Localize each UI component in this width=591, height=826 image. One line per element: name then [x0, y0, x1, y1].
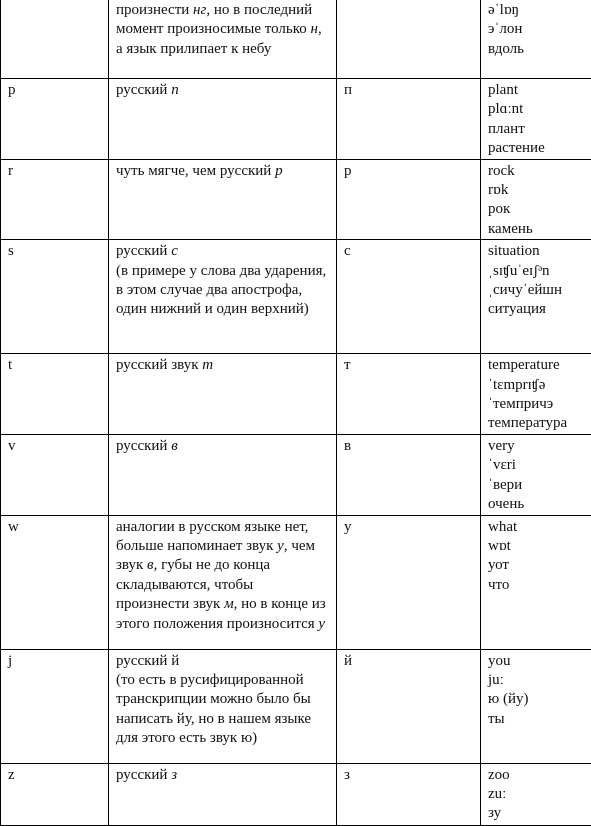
- russian-letter-cell: з: [337, 763, 481, 825]
- example-line: temperature: [488, 356, 585, 375]
- russian-letter-cell: [337, 0, 481, 79]
- example-cell: [481, 434, 591, 515]
- description-cell: [109, 763, 337, 825]
- table-row: [1, 240, 591, 354]
- russian-letter-cell: й: [337, 649, 481, 763]
- description-cell: [109, 515, 337, 649]
- description-cell: [109, 0, 337, 79]
- description-text: русский: [116, 243, 171, 259]
- example-cell: [481, 79, 591, 160]
- example-cell: [481, 354, 591, 435]
- russian-letter-cell: р: [337, 159, 481, 240]
- example-cell: [481, 159, 591, 240]
- example-line: what: [488, 518, 585, 537]
- description-text: русский: [116, 767, 171, 783]
- italic-letter: з: [171, 767, 177, 783]
- description-text: , чем звук: [116, 538, 315, 573]
- description-cell: [109, 434, 337, 515]
- table-row: [1, 649, 591, 763]
- table-row: [1, 515, 591, 649]
- example-line: ˈтемпричэ: [488, 395, 585, 414]
- example-line: что: [488, 576, 585, 595]
- example-line: ˈtɛmprɪʧə: [488, 376, 585, 395]
- symbol-cell: r: [1, 159, 109, 240]
- example-line: very: [488, 437, 585, 456]
- description-text: русский й: [116, 653, 179, 669]
- description-text: аналогии в русском языке нет, больше напоминает звук: [116, 519, 308, 554]
- italic-letter: в: [171, 438, 178, 454]
- example-cell: [481, 763, 591, 825]
- description-text: чуть мягче, чем русский: [116, 163, 275, 179]
- example-cell: [481, 649, 591, 763]
- russian-letter-cell: в: [337, 434, 481, 515]
- example-line: plɑːnt: [488, 100, 585, 119]
- example-line: ˈвери: [488, 476, 585, 495]
- example-line: растение: [488, 139, 585, 158]
- description-text: , но в конце из этого положения произносится: [116, 596, 326, 631]
- description-text: , но в последний момент произносимые только: [116, 2, 312, 37]
- russian-letter-cell: с: [337, 240, 481, 354]
- example-line: wɒt: [488, 537, 585, 556]
- description-text: русский: [116, 82, 171, 98]
- description-text: , а язык прилипает к небу: [116, 21, 322, 56]
- example-line: ˈvɛri: [488, 456, 585, 475]
- description-text: (в примере у слова два ударения, в этом случае два апострофа, один нижний и один верхний): [116, 263, 326, 318]
- italic-letter: м: [224, 596, 234, 612]
- example-line: рок: [488, 200, 585, 219]
- description-text: русский звук: [116, 357, 202, 373]
- symbol-cell: z: [1, 763, 109, 825]
- russian-letter-cell: у: [337, 515, 481, 649]
- italic-letter: у: [318, 616, 325, 632]
- example-line: эˈлон: [488, 20, 585, 39]
- symbol-cell: j: [1, 649, 109, 763]
- russian-letter-cell: п: [337, 79, 481, 160]
- example-line: камень: [488, 220, 585, 239]
- example-line: плант: [488, 120, 585, 139]
- example-line: plant: [488, 81, 585, 100]
- italic-letter: нг: [193, 2, 206, 18]
- italic-letter: с: [171, 243, 178, 259]
- symbol-cell: v: [1, 434, 109, 515]
- example-line: ˌsɪʧuˈeɪʃᵊn: [488, 262, 585, 281]
- example-line: ˌсичуˈейшн: [488, 281, 585, 300]
- table-row: [1, 354, 591, 435]
- symbol-cell: w: [1, 515, 109, 649]
- example-line: температура: [488, 414, 585, 433]
- example-line: zuː: [488, 785, 585, 804]
- example-line: зу: [488, 804, 585, 823]
- table-row: [1, 763, 591, 825]
- description-cell: [109, 649, 337, 763]
- description-cell: [109, 240, 337, 354]
- example-cell: [481, 240, 591, 354]
- symbol-cell: p: [1, 79, 109, 160]
- description-cell: [109, 79, 337, 160]
- example-line: situation: [488, 242, 585, 261]
- example-cell: [481, 515, 591, 649]
- italic-letter: р: [275, 163, 283, 179]
- description-text: , губы не до конца складываются, чтобы произнести звук: [116, 557, 270, 612]
- example-line: you: [488, 652, 585, 671]
- example-line: вдоль: [488, 40, 585, 59]
- italic-letter: в: [147, 557, 154, 573]
- italic-letter: н: [311, 21, 318, 37]
- example-line: rɒk: [488, 181, 585, 200]
- description-text: произнести: [116, 2, 193, 18]
- example-line: ситуация: [488, 300, 585, 319]
- example-line: rock: [488, 162, 585, 181]
- example-line: очень: [488, 495, 585, 514]
- symbol-cell: t: [1, 354, 109, 435]
- description-text: русский: [116, 438, 171, 454]
- example-line: уот: [488, 556, 585, 575]
- table-row: [1, 159, 591, 240]
- example-line: zoo: [488, 766, 585, 785]
- example-line: ты: [488, 710, 585, 729]
- example-cell: [481, 0, 591, 79]
- description-cell: [109, 354, 337, 435]
- table-row: [1, 0, 591, 79]
- symbol-cell: [1, 0, 109, 79]
- italic-letter: т: [202, 357, 213, 373]
- russian-letter-cell: т: [337, 354, 481, 435]
- example-line: əˈlɒŋ: [488, 1, 585, 20]
- italic-letter: п: [171, 82, 179, 98]
- example-line: juː: [488, 671, 585, 690]
- symbol-cell: s: [1, 240, 109, 354]
- description-text: (то есть в русифицированной транскрипции можно было бы написать йу, но в нашем языке для этого есть звук ю): [116, 672, 311, 746]
- italic-letter: у: [277, 538, 284, 554]
- table-row: [1, 79, 591, 160]
- table-row: [1, 434, 591, 515]
- phonetics-table-body: [1, 0, 591, 825]
- description-cell: [109, 159, 337, 240]
- example-line: ю (йу): [488, 690, 585, 709]
